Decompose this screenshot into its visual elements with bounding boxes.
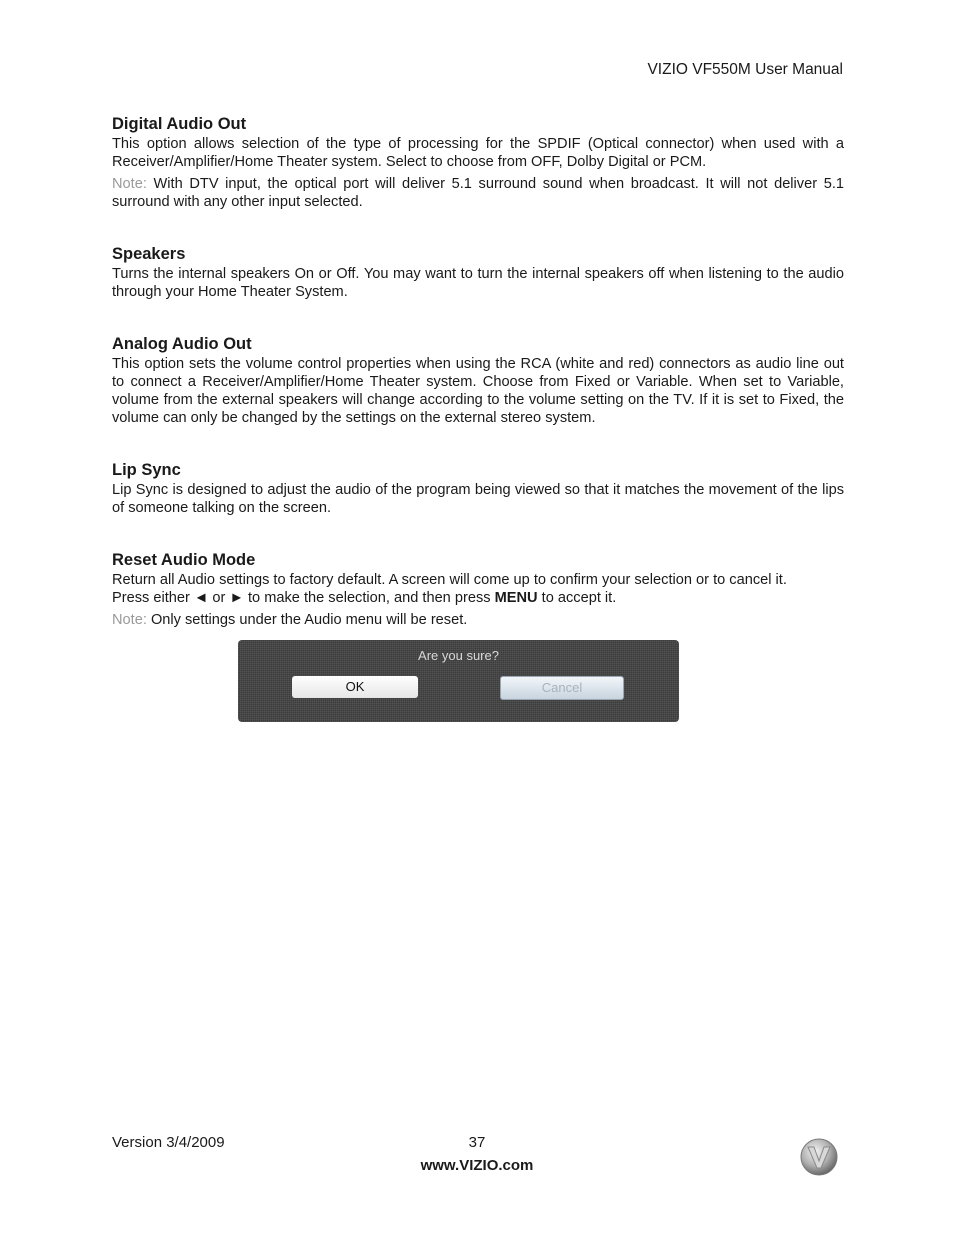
note-text: Only settings under the Audio menu will be reset. [146, 612, 468, 628]
vizio-v-logo-icon [799, 1137, 839, 1177]
note-label: Note: [112, 176, 147, 192]
section-heading-analog-audio-out: Analog Audio Out [112, 335, 252, 353]
digital-audio-out-note [112, 175, 844, 211]
section-heading-reset-audio-mode: Reset Audio Mode [112, 551, 256, 569]
section-heading-lip-sync: Lip Sync [112, 461, 181, 479]
digital-audio-out-body: This option allows selection of the type of processing for the SPDIF (Optical connector) when used with a Receiver/Amplifier/Home Theater system. Select to choose from OFF, Dolby Digital or PCM. [112, 136, 844, 170]
ok-button[interactable]: OK [292, 676, 418, 698]
speakers-body: Turns the internal speakers On or Off. You may want to turn the internal speakers off when listening to the audio through your Home Theater System. [112, 266, 844, 300]
page-header-title: VIZIO VF550M User Manual [647, 61, 843, 78]
reset-body-end: to accept it. [537, 590, 617, 606]
reset-body-mid: to make the selection, and then press [243, 590, 495, 606]
footer-url: www.VIZIO.com [420, 1157, 534, 1174]
cancel-button[interactable]: Cancel [500, 676, 624, 700]
reset-body-line1: Return all Audio settings to factory default. A screen will come up to confirm your selection or to cancel it. [112, 572, 787, 588]
footer-version: Version 3/4/2009 [112, 1134, 225, 1151]
right-arrow-icon: ► [229, 590, 244, 606]
lip-sync-body: Lip Sync is designed to adjust the audio of the program being viewed so that it matches the movement of the lips of someone talking on the screen. [112, 482, 844, 516]
section-heading-speakers: Speakers [112, 245, 186, 263]
note-text: With DTV input, the optical port will deliver 5.1 surround sound when broadcast. It will not deliver 5.1 surround with any other input selected. [112, 176, 844, 210]
note-label: Note: [112, 612, 147, 628]
reset-audio-mode-note [112, 611, 844, 629]
dialog-prompt: Are you sure? [418, 648, 499, 663]
page-content [112, 114, 844, 629]
reset-confirm-dialog [238, 640, 679, 722]
analog-audio-out-body: This option sets the volume control properties when using the RCA (white and red) connectors as audio line out to connect a Receiver/Amplifier/Home Theater system. Choose from Fixed or Variable. When set to Variable, volume from the external speakers will change according to the volume setting on the TV. If it is set to Fixed, the volume can only be changed by the settings on the external stereo system. [112, 356, 844, 426]
left-arrow-icon: ◄ [193, 590, 209, 606]
reset-audio-mode-body [112, 571, 844, 607]
reset-body-or: or [208, 590, 230, 606]
footer-page-number: 37 [468, 1134, 486, 1151]
section-heading-digital-audio-out: Digital Audio Out [112, 115, 247, 133]
menu-keyword: MENU [494, 590, 538, 606]
reset-body-press: Press either [112, 590, 194, 606]
